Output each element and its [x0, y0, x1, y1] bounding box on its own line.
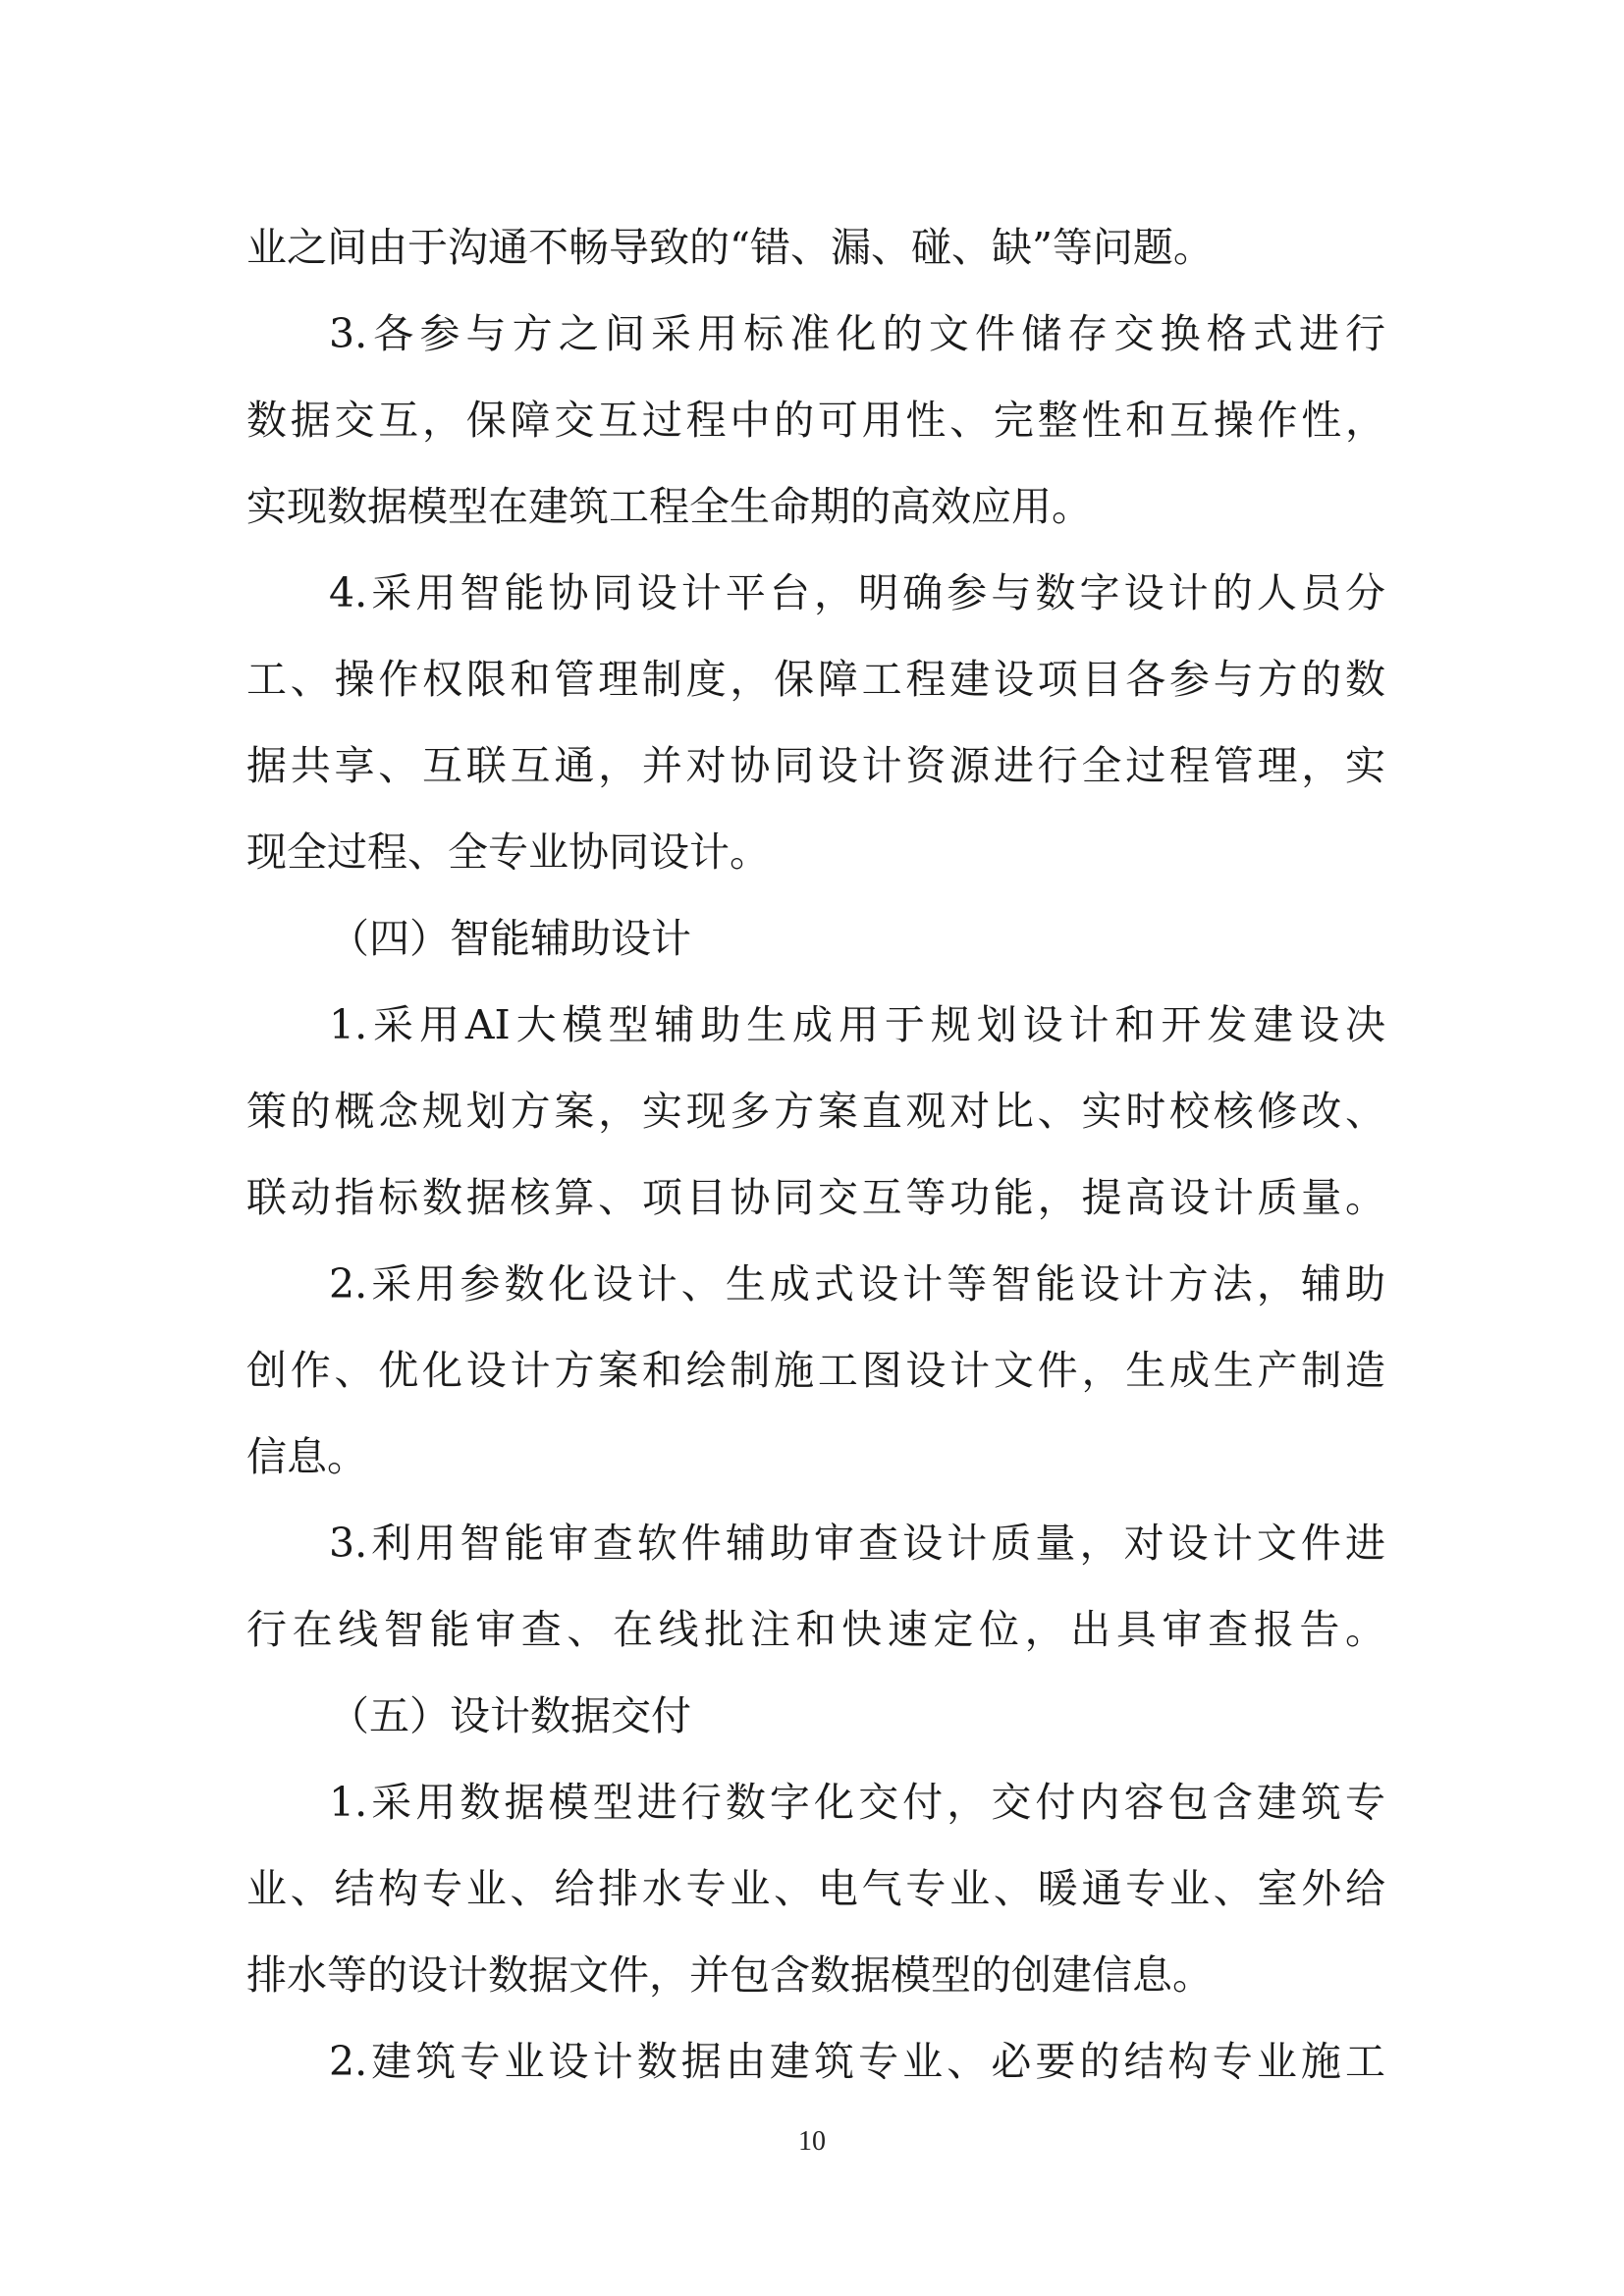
- paragraph-line: 数据交互，保障交互过程中的可用性、完整性和互操作性，: [246, 397, 1385, 444]
- section-heading: （四）智能辅助设计: [329, 915, 691, 962]
- document-body: [246, 204, 1385, 2105]
- paragraph-line: 策的概念规划方案，实现多方案直观对比、实时校核修改、: [246, 1088, 1385, 1135]
- paragraph-line: 工、操作权限和管理制度，保障工程建设项目各参与方的数: [246, 656, 1385, 703]
- paragraph-line: 3.各参与方之间采用标准化的文件储存交换格式进行: [329, 310, 1385, 357]
- paragraph-line: 1.采用AI大模型辅助生成用于规划设计和开发建设决: [329, 1001, 1385, 1048]
- section-heading: （五）设计数据交付: [329, 1692, 691, 1739]
- paragraph-line: 信息。: [246, 1433, 367, 1480]
- paragraph-line: 2.建筑专业设计数据由建筑专业、必要的结构专业施工: [329, 2038, 1385, 2085]
- paragraph-line: 4.采用智能协同设计平台，明确参与数字设计的人员分: [329, 569, 1385, 616]
- paragraph-line: 联动指标数据核算、项目协同交互等功能，提高设计质量。: [246, 1174, 1385, 1221]
- paragraph-line: 3.利用智能审查软件辅助审查设计质量，对设计文件进: [329, 1520, 1385, 1567]
- paragraph-line: 1.采用数据模型进行数字化交付，交付内容包含建筑专: [329, 1779, 1385, 1826]
- paragraph-line: 业之间由于沟通不畅导致的“错、漏、碰、缺”等问题。: [246, 224, 1214, 271]
- paragraph-line: 业、结构专业、给排水专业、电气专业、暖通专业、室外给: [246, 1865, 1385, 1912]
- paragraph-line: 据共享、互联互通，并对协同设计资源进行全过程管理，实: [246, 742, 1385, 789]
- paragraph-line: 2.采用参数化设计、生成式设计等智能设计方法，辅助: [329, 1260, 1385, 1308]
- page-number: 10: [798, 2126, 826, 2157]
- paragraph-line: 创作、优化设计方案和绘制施工图设计文件，生成生产制造: [246, 1347, 1385, 1394]
- paragraph-line: 实现数据模型在建筑工程全生命期的高效应用。: [246, 483, 1092, 530]
- paragraph-line: 现全过程、全专业协同设计。: [246, 828, 770, 876]
- paragraph-line: 排水等的设计数据文件，并包含数据模型的创建信息。: [246, 1951, 1213, 1999]
- paragraph-line: 行在线智能审查、在线批注和快速定位，出具审查报告。: [246, 1606, 1385, 1653]
